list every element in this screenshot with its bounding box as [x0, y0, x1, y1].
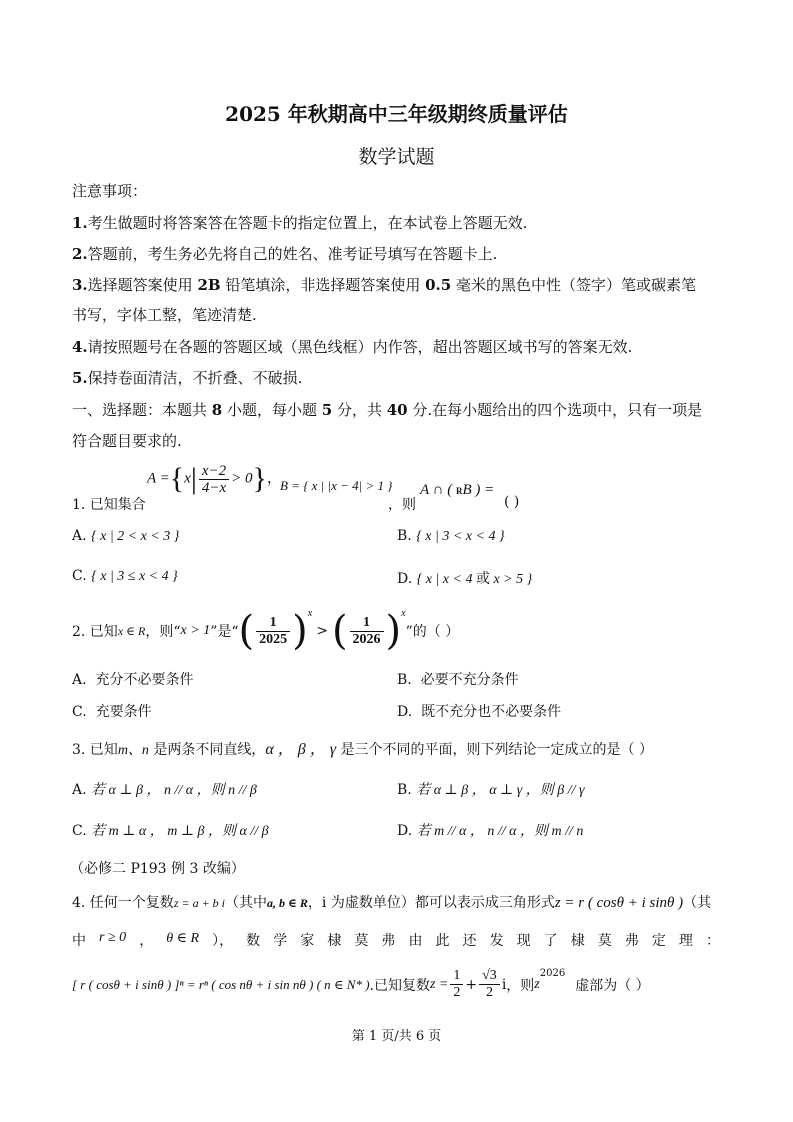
- q4-word: 棣: [327, 933, 342, 949]
- option-label: C.: [72, 568, 87, 584]
- notice-text: 考生做题时将答案答在答题卡的指定位置上，在本试卷上答题无效.: [87, 214, 528, 232]
- section-text: 分.在每小题给出的四个选项中，只有一项是: [407, 401, 703, 419]
- brace-open: {: [169, 462, 185, 495]
- section-number: 8: [211, 401, 223, 419]
- fraction-denominator: 2026: [352, 631, 381, 647]
- option-label: A.: [72, 782, 87, 798]
- q1-option-c: [72, 568, 178, 585]
- q4-line-3: [72, 968, 650, 1001]
- option-text: x > 5 }: [489, 572, 533, 587]
- option-label: B.: [397, 782, 412, 798]
- page-title: 2025 年秋期高中三年级期终质量评估: [225, 102, 568, 126]
- notice-item-1: [72, 212, 527, 233]
- option-text: { x | 3 < x < 4 }: [416, 529, 505, 544]
- option-label: D.: [397, 704, 413, 720]
- q4-math: θ ∈ R: [166, 931, 200, 946]
- section-text: 小题，每小题: [222, 401, 322, 419]
- q4-word: 由: [408, 933, 423, 949]
- notice-text: 答题前，考生务必先将自己的姓名、准考证号填写在答题卡上.: [87, 245, 498, 263]
- q4-word: 理: [678, 933, 693, 949]
- notice-bold: 0.5: [425, 276, 452, 294]
- notice-number: 3.: [72, 276, 88, 294]
- q2-condition: x ∈ R: [117, 623, 146, 638]
- q4-word: 学: [273, 933, 288, 949]
- notice-item-3: [72, 274, 696, 295]
- q3-stem: [72, 736, 653, 759]
- q3-option-c: [72, 820, 269, 840]
- page-footer: 第 1 页/共 6 页: [351, 1029, 442, 1044]
- fraction-denominator: 2: [485, 985, 493, 1000]
- q4-word: ），: [212, 933, 234, 949]
- notice-text: 保持卷面清洁，不折叠、不破损.: [87, 369, 303, 387]
- q4-word: 莫: [354, 933, 369, 949]
- q4-text: .已知复数: [369, 977, 430, 994]
- notice-number: 4.: [72, 338, 88, 356]
- option-text: 必要不充分条件: [420, 672, 519, 688]
- expression-part: A ∩ (: [420, 482, 456, 498]
- q3-option-d: [397, 820, 583, 840]
- plus-sign: +: [465, 976, 478, 993]
- greater-than: >: [316, 623, 328, 639]
- q2-premise: x > 1: [180, 623, 211, 638]
- q3-planes: α ， β ， γ: [265, 741, 337, 758]
- q4-word: 棣: [570, 933, 585, 949]
- q3-text: 是两条不同直线，: [148, 742, 266, 758]
- option-text: { x | 2 < x < 3 }: [91, 529, 180, 544]
- q4-word: 了: [543, 933, 558, 949]
- fraction-denominator: 2: [453, 985, 461, 1000]
- q4-word: 弗: [381, 933, 396, 949]
- q2-option-a: [72, 669, 193, 689]
- fraction-numerator: 1: [350, 615, 384, 632]
- q2-option-d: [397, 701, 561, 721]
- de-moivre-formula: [ r ( cosθ + i sinθ ) ]ⁿ = rⁿ ( cos nθ + i sin nθ ) ( n ∈ N* ): [72, 976, 370, 992]
- notice-bold: 2B: [197, 276, 221, 294]
- q4-text: ，i 为虚数单位）都可以表示成三角形式: [307, 895, 555, 911]
- notice-text: 请按照题号在各题的答题区域（黑色线框）内作答，超出答题区域书写的答案无效.: [87, 338, 633, 356]
- q4-line-1: [72, 892, 711, 912]
- notice-item-3-cont: 书写，字体工整，笔迹清楚.: [72, 306, 257, 324]
- fraction-numerator: √3: [479, 968, 500, 985]
- notice-text: 选择题答案使用: [87, 276, 198, 294]
- bar: |: [190, 462, 197, 495]
- notice-number: 1.: [72, 214, 88, 232]
- set-a-variable: x: [184, 470, 191, 487]
- notice-heading: 注意事项：: [72, 182, 148, 200]
- option-label: B.: [397, 528, 412, 544]
- q4-fraction-1: [450, 968, 463, 1001]
- notice-item-2: [72, 243, 497, 264]
- fraction-denominator: 4−x: [201, 479, 227, 496]
- set-a-label: A =: [147, 470, 170, 487]
- option-label: D.: [397, 571, 413, 587]
- q3-option-a: [72, 779, 257, 799]
- q3-option-b: [397, 779, 585, 799]
- q2-text: ，则“: [145, 624, 181, 640]
- option-text: 既不充分也不必要条件: [421, 704, 562, 720]
- option-text: { x | 3 ≤ x < 4 }: [91, 569, 178, 584]
- q1-answer-blank: ( ): [504, 494, 520, 510]
- q4-word: 弗: [624, 933, 639, 949]
- option-label: D.: [397, 823, 413, 839]
- notice-item-4: [72, 336, 632, 357]
- q4-math: z = a + b i: [173, 896, 226, 910]
- option-text: 若 m ⊥ α ， m ⊥ β ，则 α // β: [91, 824, 269, 839]
- q4-word: 还: [462, 933, 477, 949]
- q1-expression: [420, 482, 494, 499]
- option-label: B.: [397, 672, 412, 688]
- q4-word: ：: [705, 933, 720, 949]
- option-text: 若 m // α ， n // α ，则 m // n: [416, 824, 584, 839]
- q1-prefix: 1. 已知集合: [72, 497, 146, 513]
- brace-close: }: [252, 462, 267, 495]
- option-label: A.: [72, 528, 87, 544]
- q1-set-b: B = { x | |x − 4| > 1 }: [280, 478, 393, 493]
- notice-number: 5.: [72, 369, 88, 387]
- exponent: x: [401, 608, 406, 619]
- section-number: 5: [321, 401, 333, 419]
- q4-math: r ≥ 0: [99, 930, 127, 945]
- q4-word: 发: [489, 933, 504, 949]
- q2-fraction-2: [350, 615, 384, 648]
- notice-text: 毫米的黑色中性（签字）笔或碳素笔: [451, 276, 697, 294]
- source-note: （必修二 P193 例 3 改编）: [70, 861, 245, 877]
- q4-text: ，则: [506, 977, 535, 994]
- exponent: x: [307, 608, 313, 619]
- section-text: 符合题目要求的.: [72, 432, 182, 450]
- q3-text: 是三个不同的平面，则下列结论一定成立的是（ ）: [336, 742, 653, 758]
- set-a-fraction: [199, 463, 229, 496]
- q2-text: 2. 已知: [72, 624, 118, 640]
- section-number: 40: [386, 401, 408, 419]
- q3-lines: m、n: [117, 743, 149, 758]
- q2-stem: 2. 已知 x ∈ R ，则“ x > 1 ”是“ ( $\frac{1}{2025}$ ) x > ( $\frac{1}{2026}$ ) x ”的（ ）: [72, 608, 460, 654]
- option-text: 或: [475, 571, 490, 587]
- option-text: 若 α ⊥ β ， n // α ，则 n // β: [91, 783, 257, 798]
- q2-text: ”是“: [210, 624, 239, 640]
- q4-word: 现: [516, 933, 531, 949]
- q4-word: ，: [139, 933, 154, 949]
- q4-math: a, b ∈ R: [267, 896, 308, 910]
- section-heading-cont: [72, 430, 182, 451]
- q4-math: z =: [429, 976, 449, 992]
- page-subtitle: 数学试题: [358, 146, 435, 168]
- option-text: { x | x < 4: [416, 572, 476, 587]
- q4-math: z: [534, 976, 540, 992]
- section-heading: [72, 399, 702, 420]
- set-a-relation: > 0: [231, 470, 253, 487]
- q2-option-b: [397, 669, 519, 689]
- option-label: C.: [72, 823, 87, 839]
- q4-text: （其: [683, 895, 712, 911]
- section-text: 分，共: [332, 401, 387, 419]
- option-label: A.: [72, 672, 87, 688]
- q4-word: 定: [651, 933, 666, 949]
- q1-then: ，则: [388, 497, 416, 513]
- q4-text: （其中: [225, 895, 268, 911]
- q4-text: 4. 任何一个复数: [72, 895, 174, 911]
- q4-word: 家: [300, 933, 315, 949]
- q2-text: ”的（ ）: [405, 624, 460, 640]
- q4-line-2: [72, 930, 720, 950]
- q1-option-b: [397, 528, 505, 545]
- exponent: 2026: [539, 968, 566, 979]
- q2-option-c: [72, 701, 152, 721]
- q1-set-a: A ={x| $\frac{x-2}{4-x}$ > 0}，: [147, 462, 282, 496]
- option-text: 充要条件: [95, 704, 152, 720]
- fraction-numerator: x−2: [199, 463, 229, 480]
- notice-number: 2.: [72, 245, 88, 263]
- fraction-numerator: 1: [450, 968, 463, 985]
- section-text: 一、选择题：本题共: [72, 401, 212, 419]
- notice-text: 铅笔填涂，非选择题答案使用: [220, 276, 426, 294]
- q1-option-d: [397, 568, 532, 588]
- fraction-denominator: 2025: [259, 631, 288, 647]
- notice-item-5: [72, 367, 302, 388]
- complement-subscript: R: [455, 486, 463, 496]
- q1-option-a: [72, 528, 179, 545]
- imaginary-unit: i: [501, 976, 507, 993]
- q4-math: z = r ( cosθ + i sinθ ): [554, 895, 684, 911]
- q4-word: 数: [246, 933, 261, 949]
- q4-text: 虚部为（ ）: [575, 977, 650, 994]
- option-label: C.: [72, 704, 87, 720]
- q4-fraction-2: [479, 968, 500, 1001]
- q3-text: 3. 已知: [72, 742, 118, 758]
- q4-word: 中: [72, 933, 86, 949]
- q4-word: 莫: [597, 933, 612, 949]
- fraction-numerator: 1: [256, 615, 290, 632]
- option-text: 若 α ⊥ β ， α ⊥ γ ，则 β // γ: [416, 783, 585, 798]
- q2-fraction-1: [256, 615, 290, 648]
- q4-word: 此: [435, 933, 450, 949]
- option-text: 充分不必要条件: [95, 672, 194, 688]
- expression-part: B ) =: [462, 482, 495, 498]
